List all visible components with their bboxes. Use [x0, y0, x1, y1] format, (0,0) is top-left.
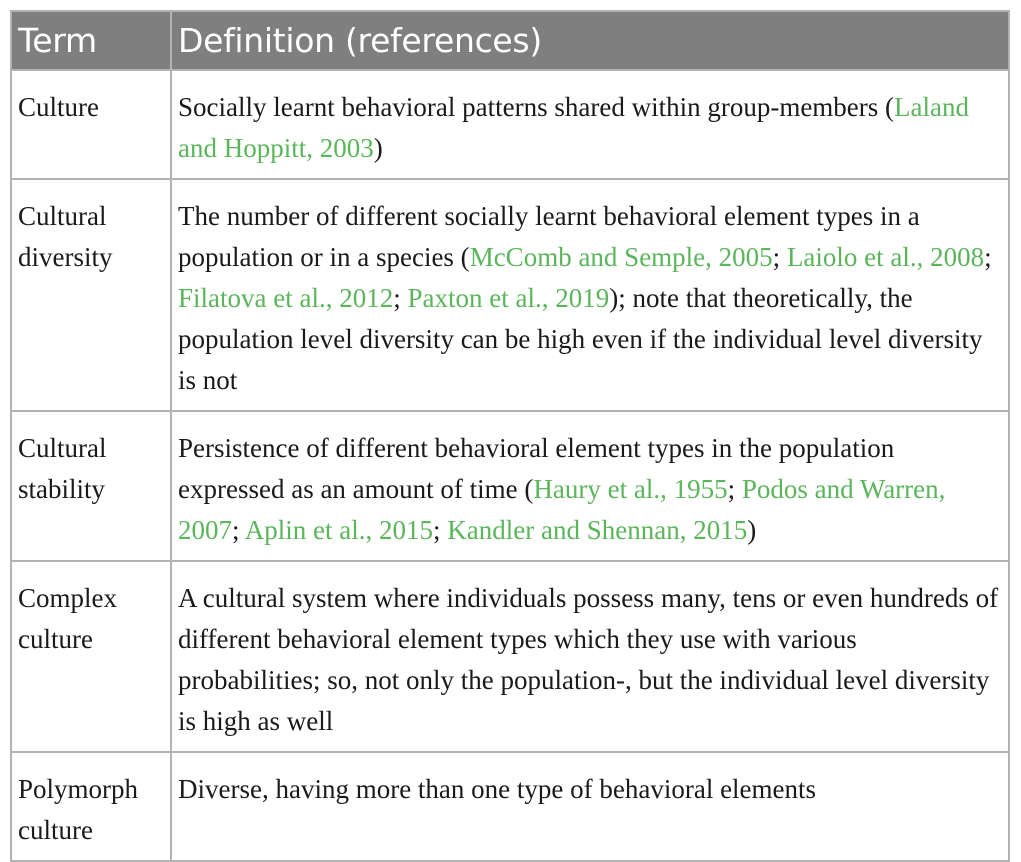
- definition-text: Socially learnt behavioral patterns shared within group-members (: [178, 92, 895, 122]
- term-cell: Polymorph culture: [11, 752, 171, 861]
- term-cell: Complex culture: [11, 561, 171, 752]
- definition-text: ;: [433, 515, 448, 545]
- citation-link[interactable]: McComb and Semple, 2005: [469, 242, 773, 272]
- definition-text: ); note that theoretically, the population level diversity can be high even if the individual level diversity is not: [178, 283, 983, 395]
- citation-link[interactable]: Laland and Hoppitt, 2003: [178, 92, 969, 163]
- definition-text: Diverse, having more than one type of behavioral elements: [178, 774, 817, 804]
- table-body: [11, 70, 1009, 861]
- definition-cell: [171, 561, 1009, 752]
- table-row: [11, 752, 1009, 861]
- definition-text: ): [747, 515, 757, 545]
- header-row: [11, 11, 1009, 70]
- citation-link[interactable]: Aplin et al., 2015: [244, 515, 433, 545]
- citation-link[interactable]: Laiolo et al., 2008: [786, 242, 985, 272]
- definition-text: ;: [727, 474, 742, 504]
- definition-cell: [171, 70, 1009, 179]
- header-term: Term: [11, 11, 171, 70]
- definition-text: Persistence of different behavioral element types in the population expressed as an amount of time (: [178, 433, 895, 504]
- definition-text: ;: [772, 242, 787, 272]
- definition-cell: [171, 179, 1009, 411]
- table-row: [11, 179, 1009, 411]
- citation-link[interactable]: Kandler and Shennan, 2015: [447, 515, 748, 545]
- header-definition: Definition (references): [171, 11, 1009, 70]
- definition-text: The number of different socially learnt behavioral element types in a population or in a species (: [178, 201, 920, 272]
- definition-text: ): [373, 133, 383, 163]
- table-row: [11, 70, 1009, 179]
- definitions-table: [10, 10, 1010, 862]
- definitions-table-container: [10, 10, 1008, 862]
- citation-link[interactable]: Paxton et al., 2019: [407, 283, 610, 313]
- term-cell: Culture: [11, 70, 171, 179]
- table-header: [11, 11, 1009, 70]
- term-cell: Cultural stability: [11, 411, 171, 561]
- citation-link[interactable]: Podos and Warren, 2007: [178, 474, 946, 545]
- definition-cell: [171, 752, 1009, 861]
- citation-link[interactable]: Filatova et al., 2012: [178, 283, 394, 313]
- definition-cell: [171, 411, 1009, 561]
- citation-link[interactable]: Haury et al., 1955: [533, 474, 728, 504]
- definition-text: ;: [232, 515, 245, 545]
- definition-text: ;: [393, 283, 408, 313]
- definition-text: ;: [984, 242, 992, 272]
- definition-text: A cultural system where individuals possess many, tens or even hundreds of different behavioral element types which they use with various probabilities; so, not only the population-, but the individual level diversity is high as well: [178, 583, 999, 736]
- table-row: [11, 561, 1009, 752]
- term-cell: Cultural diversity: [11, 179, 171, 411]
- table-row: [11, 411, 1009, 561]
